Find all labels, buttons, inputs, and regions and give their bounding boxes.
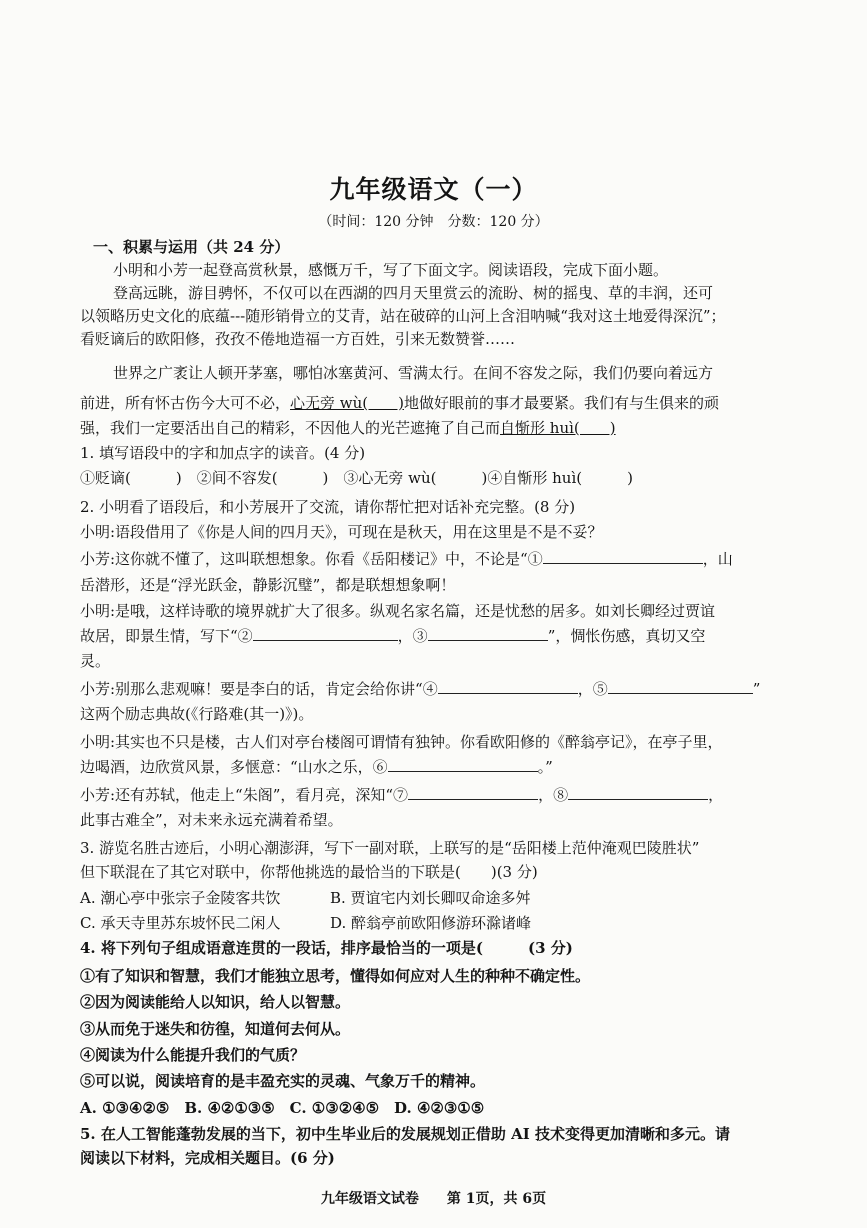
dialogue-line [80,785,723,805]
dialogue-text: ，⑤ [577,680,608,698]
question-5: 5. 在人工智能蓬勃发展的当下，初中生毕业后的发展规划正借助 AI 技术变得更加清晰和多元。请 [80,1125,730,1143]
question-3: 3. 游览名胜古迹后，小明心潮澎湃，写下一副对联，上联写的是“岳阳楼上范仲淹观巴陵胜状” [80,839,700,857]
dialogue-line: 小明:语段借用了《你是人间的四月天》，可现在是秋天，用在这里是不是不妥？ [80,523,603,541]
dialogue-line: 小明:其实也不只是楼，古人们对亭台楼阁可谓情有独钟。你看欧阳修的《醉翁亭记》，在亭子里， [80,733,723,751]
answer-blank-3[interactable] [428,626,548,641]
passage-text: 地做好眼前的事才最要紧。我们有与生俱来的顽 [404,394,720,412]
sentence-4: ④阅读为什么能提升我们的气质？ [80,1046,306,1064]
section-intro: 小明和小芳一起登高赏秋景，感慨万千，写了下面文字。阅读语段，完成下面小题。 [113,261,669,279]
answer-blank-5[interactable] [608,679,753,694]
passage-text: 强，我们一定要活出自己的精彩，不因他人的光芒遮掩了自己而 [80,419,501,437]
answer-blank-1[interactable] [543,549,703,564]
dialogue-text: ，⑧ [538,786,569,804]
page-title: 九年级语文（一） [329,175,538,204]
passage-line [80,418,616,438]
question-1-options[interactable]: ①贬谪( ) ②间不容发( ) ③心无旁 wù( )④自惭形 huì( ) [80,469,633,487]
answer-blank-7[interactable] [408,785,538,800]
fill-blank-wu[interactable]: 心无旁 wù( ) [290,394,404,412]
option-a[interactable]: A. 潮心亭中张宗子金陵客共饮 [80,889,281,907]
passage-line: 以领略历史文化的底蕴---随形销骨立的艾青，站在破碎的山河上含泪呐喊“我对这土地爱得深沉”； [80,307,726,325]
dialogue-text: ” [752,680,761,698]
dialogue-line [80,757,553,777]
sentence-1: ①有了知识和智慧，我们才能独立思考，懂得如何应对人生的种种不确定性。 [80,967,591,985]
passage-line [80,393,719,413]
sentence-3: ③从而免于迷失和彷徨，知道何去何从。 [80,1020,351,1038]
dialogue-text: 小芳:还有苏轼，他走上“朱阁”，看月亮，深知“⑦ [80,786,409,804]
section-heading: 一、积累与运用（共 24 分） [93,238,290,256]
passage-line: 世界之广袤让人顿开茅塞，哪怕冰塞黄河、雪满太行。在间不容发之际，我们仍要向着远方 [113,364,714,382]
answer-blank-2[interactable] [253,626,398,641]
dialogue-text: 边喝酒，边欣赏风景，多惬意：“山水之乐，⑥ [80,758,388,776]
option-c[interactable]: C. 承天寺里苏东坡怀民二闲人 [80,914,281,932]
dialogue-line [80,549,733,569]
dialogue-line: 小明:是哦，这样诗歌的境界就扩大了很多。纵观名家名篇，还是忧愁的居多。如刘长卿经过贾谊 [80,602,716,620]
question-4-options[interactable]: A. ①③④②⑤ B. ④②①③⑤ C. ①③②④⑤ D. ④②③①⑤ [80,1099,485,1117]
question-5-cont: 阅读以下材料，完成相关题目。(6 分) [80,1149,335,1167]
dialogue-line: 此事古难全”，对未来永远充满着希望。 [80,811,343,829]
dialogue-line: 灵。 [80,652,111,670]
dialogue-line: 这两个励志典故(《行路难(其一)》)。 [80,705,314,723]
passage-line: 看贬谪后的欧阳修，孜孜不倦地造福一方百姓，引来无数赞誉…… [80,330,516,348]
page-footer: 九年级语文试卷 第 1页，共 6页 [320,1191,547,1207]
dialogue-line: 岳潜形，还是“浮光跃金，静影沉璧”，都是联想想象啊！ [80,576,456,594]
passage-text: 前进，所有怀古伤今大可不必， [80,394,291,412]
option-b[interactable]: B. 贾谊宅内刘长卿叹命途多舛 [330,889,531,907]
answer-blank-4[interactable] [438,679,578,694]
option-d[interactable]: D. 醉翁亭前欧阳修游环滁诸峰 [330,914,532,932]
dialogue-text: ，山 [702,550,733,568]
exam-info: （时间：120 分钟 分数：120 分） [318,214,549,230]
fill-blank-hui[interactable]: 自惭形 huì( ) [500,419,616,437]
question-1: 1. 填写语段中的字和加点字的读音。(4 分) [80,444,366,462]
dialogue-line [80,679,760,699]
answer-blank-6[interactable] [388,757,538,772]
question-4: 4. 将下列句子组成语意连贯的一段话，排序最恰当的一项是( (3 分) [80,939,573,957]
dialogue-text: 小芳:别那么悲观嘛！要是李白的话，肯定会给你讲“④ [80,680,438,698]
question-2: 2. 小明看了语段后，和小芳展开了交流，请你帮忙把对话补充完整。(8 分) [80,498,576,516]
dialogue-text: ，③ [397,627,428,645]
dialogue-text: 小芳:这你就不懂了，这叫联想想象。你看《岳阳楼记》中，不论是“① [80,550,543,568]
dialogue-line [80,626,705,646]
dialogue-text: ”，惆怅伤感，真切又空 [547,627,706,645]
dialogue-text: 。” [537,758,553,776]
answer-blank-8[interactable] [568,785,708,800]
passage-line: 登高远眺，游目骋怀，不仅可以在西湖的四月天里赏云的流盼、树的摇曳、草的丰润，还可 [113,284,714,302]
sentence-5: ⑤可以说，阅读培育的是丰盈充实的灵魂、气象万千的精神。 [80,1072,486,1090]
dialogue-text: ， [708,786,724,804]
dialogue-text: 故居，即景生情，写下“② [80,627,253,645]
question-3-cont: 但下联混在了其它对联中，你帮他挑选的最恰当的下联是( )(3 分) [80,863,538,881]
sentence-2: ②因为阅读能给人以知识，给人以智慧。 [80,993,351,1011]
